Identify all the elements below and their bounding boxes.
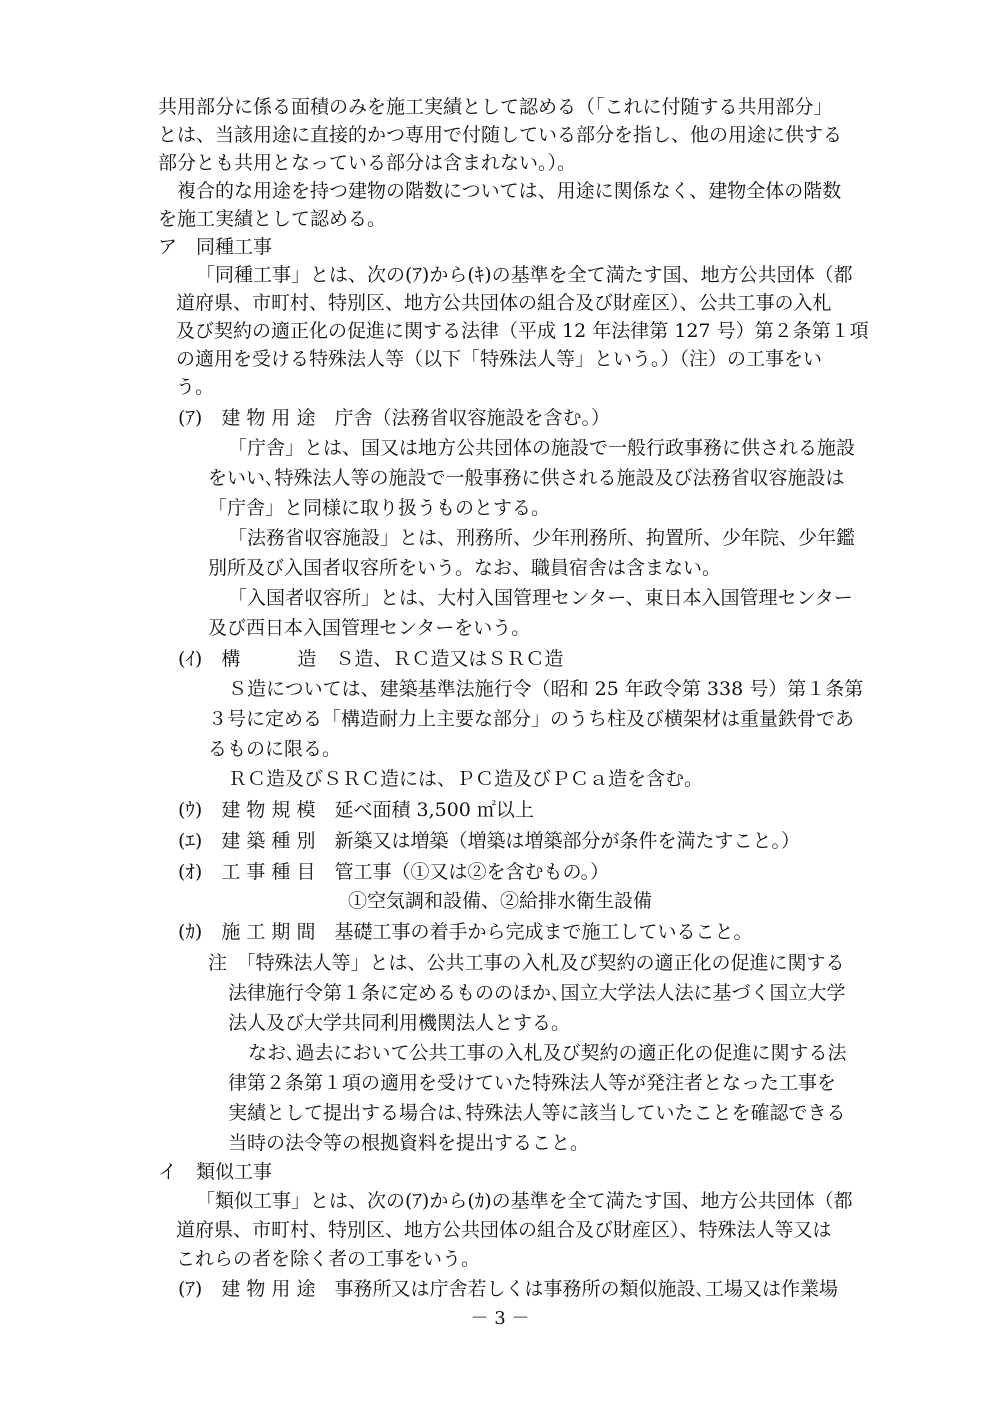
paragraph-line: う。 bbox=[176, 376, 215, 398]
note-line: 法律施行令第１条に定めるもののほか､国立大学法人法に基づく国立大学 bbox=[228, 982, 846, 1004]
item-line: Ｓ造については、建築基準法施行令（昭和 25 年政令第 338 号）第１条第 bbox=[228, 678, 864, 700]
item-line: 「入国者収容所」とは、大村入国管理センター、東日本入国管理センター bbox=[228, 587, 853, 609]
item-label: (ｶ) 施 工 期 間 基礎工事の着手から完成まで施工していること。 bbox=[178, 921, 753, 943]
item-label: (ｱ) 建 物 用 途 事務所又は庁舎若しくは事務所の類似施設､工場又は作業場 bbox=[178, 1278, 838, 1300]
item-line: 及び西日本入国管理センターをいう。 bbox=[208, 617, 531, 639]
intro-line: 部分とも共用となっている部分は含まれない。）。 bbox=[158, 152, 577, 174]
item-label: (ｵ) 工 事 種 目 管工事（①又は②を含むもの。） bbox=[178, 861, 610, 883]
item-line: ①空気調和設備、②給排水衛生設備 bbox=[348, 890, 653, 912]
note-line: 律第２条第１項の適用を受けていた特殊法人等が発注者となった工事を bbox=[228, 1072, 837, 1094]
page-number: － 3 － bbox=[470, 1308, 530, 1329]
paragraph-line: 「類似工事」とは、次の(ｱ)から(ｶ)の基準を全て満たす国、地方公共団体（都 bbox=[196, 1190, 853, 1212]
section-heading: ア 同種工事 bbox=[158, 236, 273, 258]
paragraph-line: 及び契約の適正化の促進に関する法律（平成 12 年法律第 127 号）第２条第１項 bbox=[176, 320, 869, 342]
paragraph-line: これらの者を除く者の工事をいう。 bbox=[176, 1248, 481, 1270]
note-line: なお､過去において公共工事の入札及び契約の適正化の促進に関する法 bbox=[248, 1042, 847, 1064]
note-line: 当時の法令等の根拠資料を提出すること。 bbox=[228, 1132, 590, 1154]
item-line: 「庁舎」とは、国又は地方公共団体の施設で一般行政事務に供される施設 bbox=[228, 437, 856, 459]
item-label: (ｲ) 構 造 Ｓ造、ＲＣ造又はＳＲＣ造 bbox=[178, 648, 564, 670]
item-label: (ｴ) 建 築 種 別 新築又は増築（増築は増築部分が条件を満たすこと。） bbox=[178, 830, 800, 852]
section-heading: イ 類似工事 bbox=[158, 1161, 273, 1183]
item-line: 「庁舎」と同様に取り扱うものとする。 bbox=[208, 497, 551, 519]
item-line: ＲＣ造及びＳＲＣ造には、ＰＣ造及びＰＣａ造を含む。 bbox=[228, 768, 704, 790]
paragraph-line: 「同種工事」とは、次の(ｱ)から(ｷ)の基準を全て満たす国、地方公共団体（都 bbox=[196, 264, 853, 286]
item-line: 「法務省収容施設」とは、刑務所、少年刑務所、拘置所、少年院、少年鑑 bbox=[228, 527, 856, 549]
paragraph-line: の適用を受ける特殊法人等（以下「特殊法人等」という。）（注）の工事をい bbox=[176, 348, 823, 370]
paragraph-line: 道府県、市町村、特別区、地方公共団体の組合及び財産区）、特殊法人等又は bbox=[176, 1219, 832, 1241]
note-label: 注 「特殊法人等」とは、公共工事の入札及び契約の適正化の促進に関する bbox=[208, 952, 845, 974]
paragraph-line: 道府県、市町村、特別区、地方公共団体の組合及び財産区）、公共工事の入札 bbox=[176, 292, 832, 314]
note-line: 実績として提出する場合は､特殊法人等に該当していたことを確認できる bbox=[228, 1102, 846, 1124]
item-label: (ｱ) 建 物 用 途 庁舎（法務省収容施設を含む。） bbox=[178, 407, 610, 429]
item-line: ３号に定める「構造耐力上主要な部分」のうち柱及び横架材は重量鉄骨であ bbox=[208, 708, 855, 730]
item-line: るものに限る。 bbox=[208, 738, 342, 760]
item-line: 別所及び入国者収容所をいう。なお、職員宿舎は含まない。 bbox=[208, 557, 722, 579]
note-line: 法人及び大学共同利用機関法人とする。 bbox=[228, 1012, 571, 1034]
intro-line: 複合的な用途を持つ建物の階数については、用途に関係なく、建物全体の階数 bbox=[158, 180, 842, 202]
item-label: (ｳ) 建 物 規 模 延べ面積 3,500 ㎡以上 bbox=[178, 799, 534, 821]
item-line: をいい､特殊法人等の施設で一般事務に供される施設及び法務省収容施設は bbox=[208, 467, 845, 489]
intro-line: 共用部分に係る面積のみを施工実績として認める（「これに付随する共用部分」 bbox=[158, 96, 833, 118]
intro-line: とは、当該用途に直接的かつ専用で付随している部分を指し、他の用途に供する bbox=[158, 124, 843, 146]
intro-line: を施工実績として認める。 bbox=[158, 208, 387, 230]
